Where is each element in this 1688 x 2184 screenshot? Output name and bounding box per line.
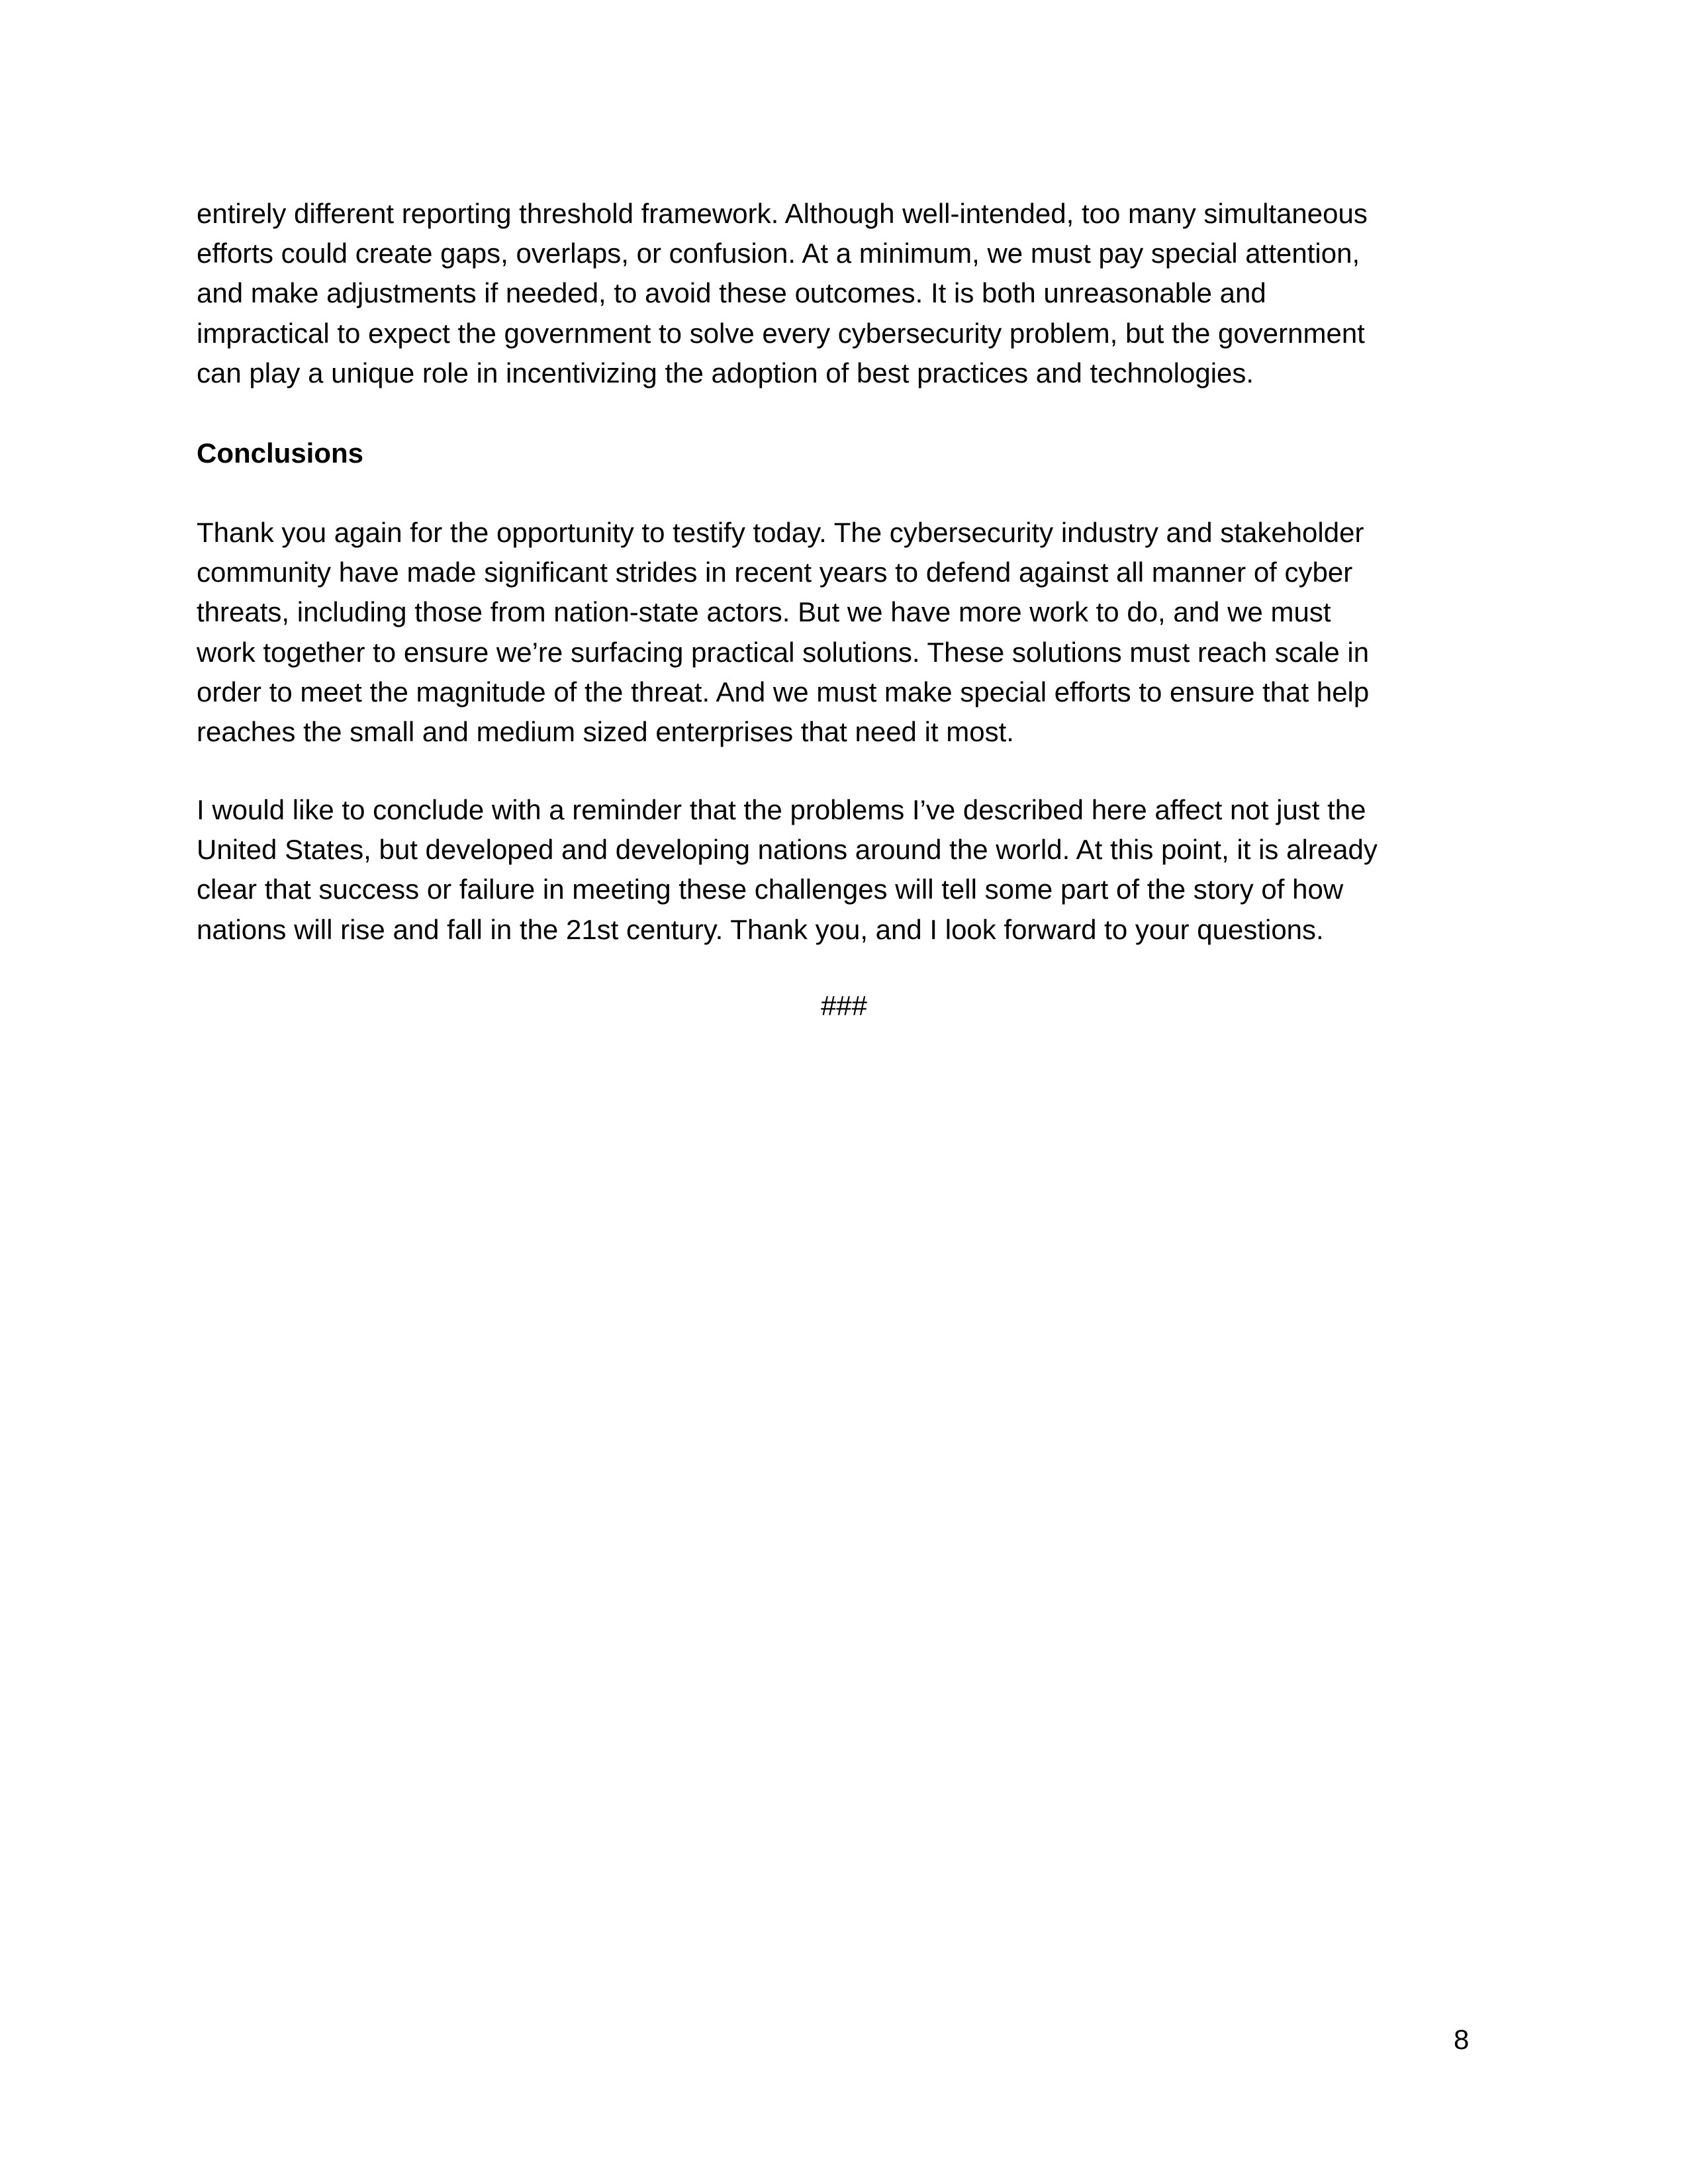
text-line: can play a unique role in incentivizing the adoption of best practices and technologies. xyxy=(197,357,1254,388)
text-line: Thank you again for the opportunity to testify today. The cybersecurity industry and stakeholder xyxy=(197,517,1364,548)
text-line: clear that success or failure in meeting these challenges will tell some part of the story of how xyxy=(197,874,1344,905)
text-line: impractical to expect the government to solve every cybersecurity problem, but the government xyxy=(197,317,1365,349)
text-line: entirely different reporting threshold framework. Although well-intended, too many simultaneous xyxy=(197,198,1368,229)
text-line: work together to ensure we’re surfacing practical solutions. These solutions must reach scale in xyxy=(197,636,1370,668)
paragraph-conclude xyxy=(197,790,1521,950)
paragraph-continued xyxy=(197,194,1521,393)
section-heading-conclusions: Conclusions xyxy=(197,437,364,469)
text-line: community have made significant strides in recent years to defend against all manner of cyber xyxy=(197,557,1353,588)
text-line: nations will rise and fall in the 21st century. Thank you, and I look forward to your questions. xyxy=(197,913,1324,945)
text-line: United States, but developed and developing nations around the world. At this point, it is already xyxy=(197,834,1378,866)
text-line: efforts could create gaps, overlaps, or confusion. At a minimum, we must pay special attention, xyxy=(197,238,1360,269)
end-mark: ### xyxy=(820,990,868,1021)
text-line: and make adjustments if needed, to avoid these outcomes. It is both unreasonable and xyxy=(197,277,1266,309)
text-line: order to meet the magnitude of the threat. And we must make special efforts to ensure that help xyxy=(197,676,1370,707)
text-line: I would like to conclude with a reminder that the problems I’ve described here affect not just the xyxy=(197,794,1366,825)
page-number: 8 xyxy=(1454,2024,1470,2055)
paragraph-thank-you xyxy=(197,513,1521,752)
text-line: threats, including those from nation-state actors. But we have more work to do, and we must xyxy=(197,596,1331,628)
text-line: reaches the small and medium sized enterprises that need it most. xyxy=(197,716,1014,748)
